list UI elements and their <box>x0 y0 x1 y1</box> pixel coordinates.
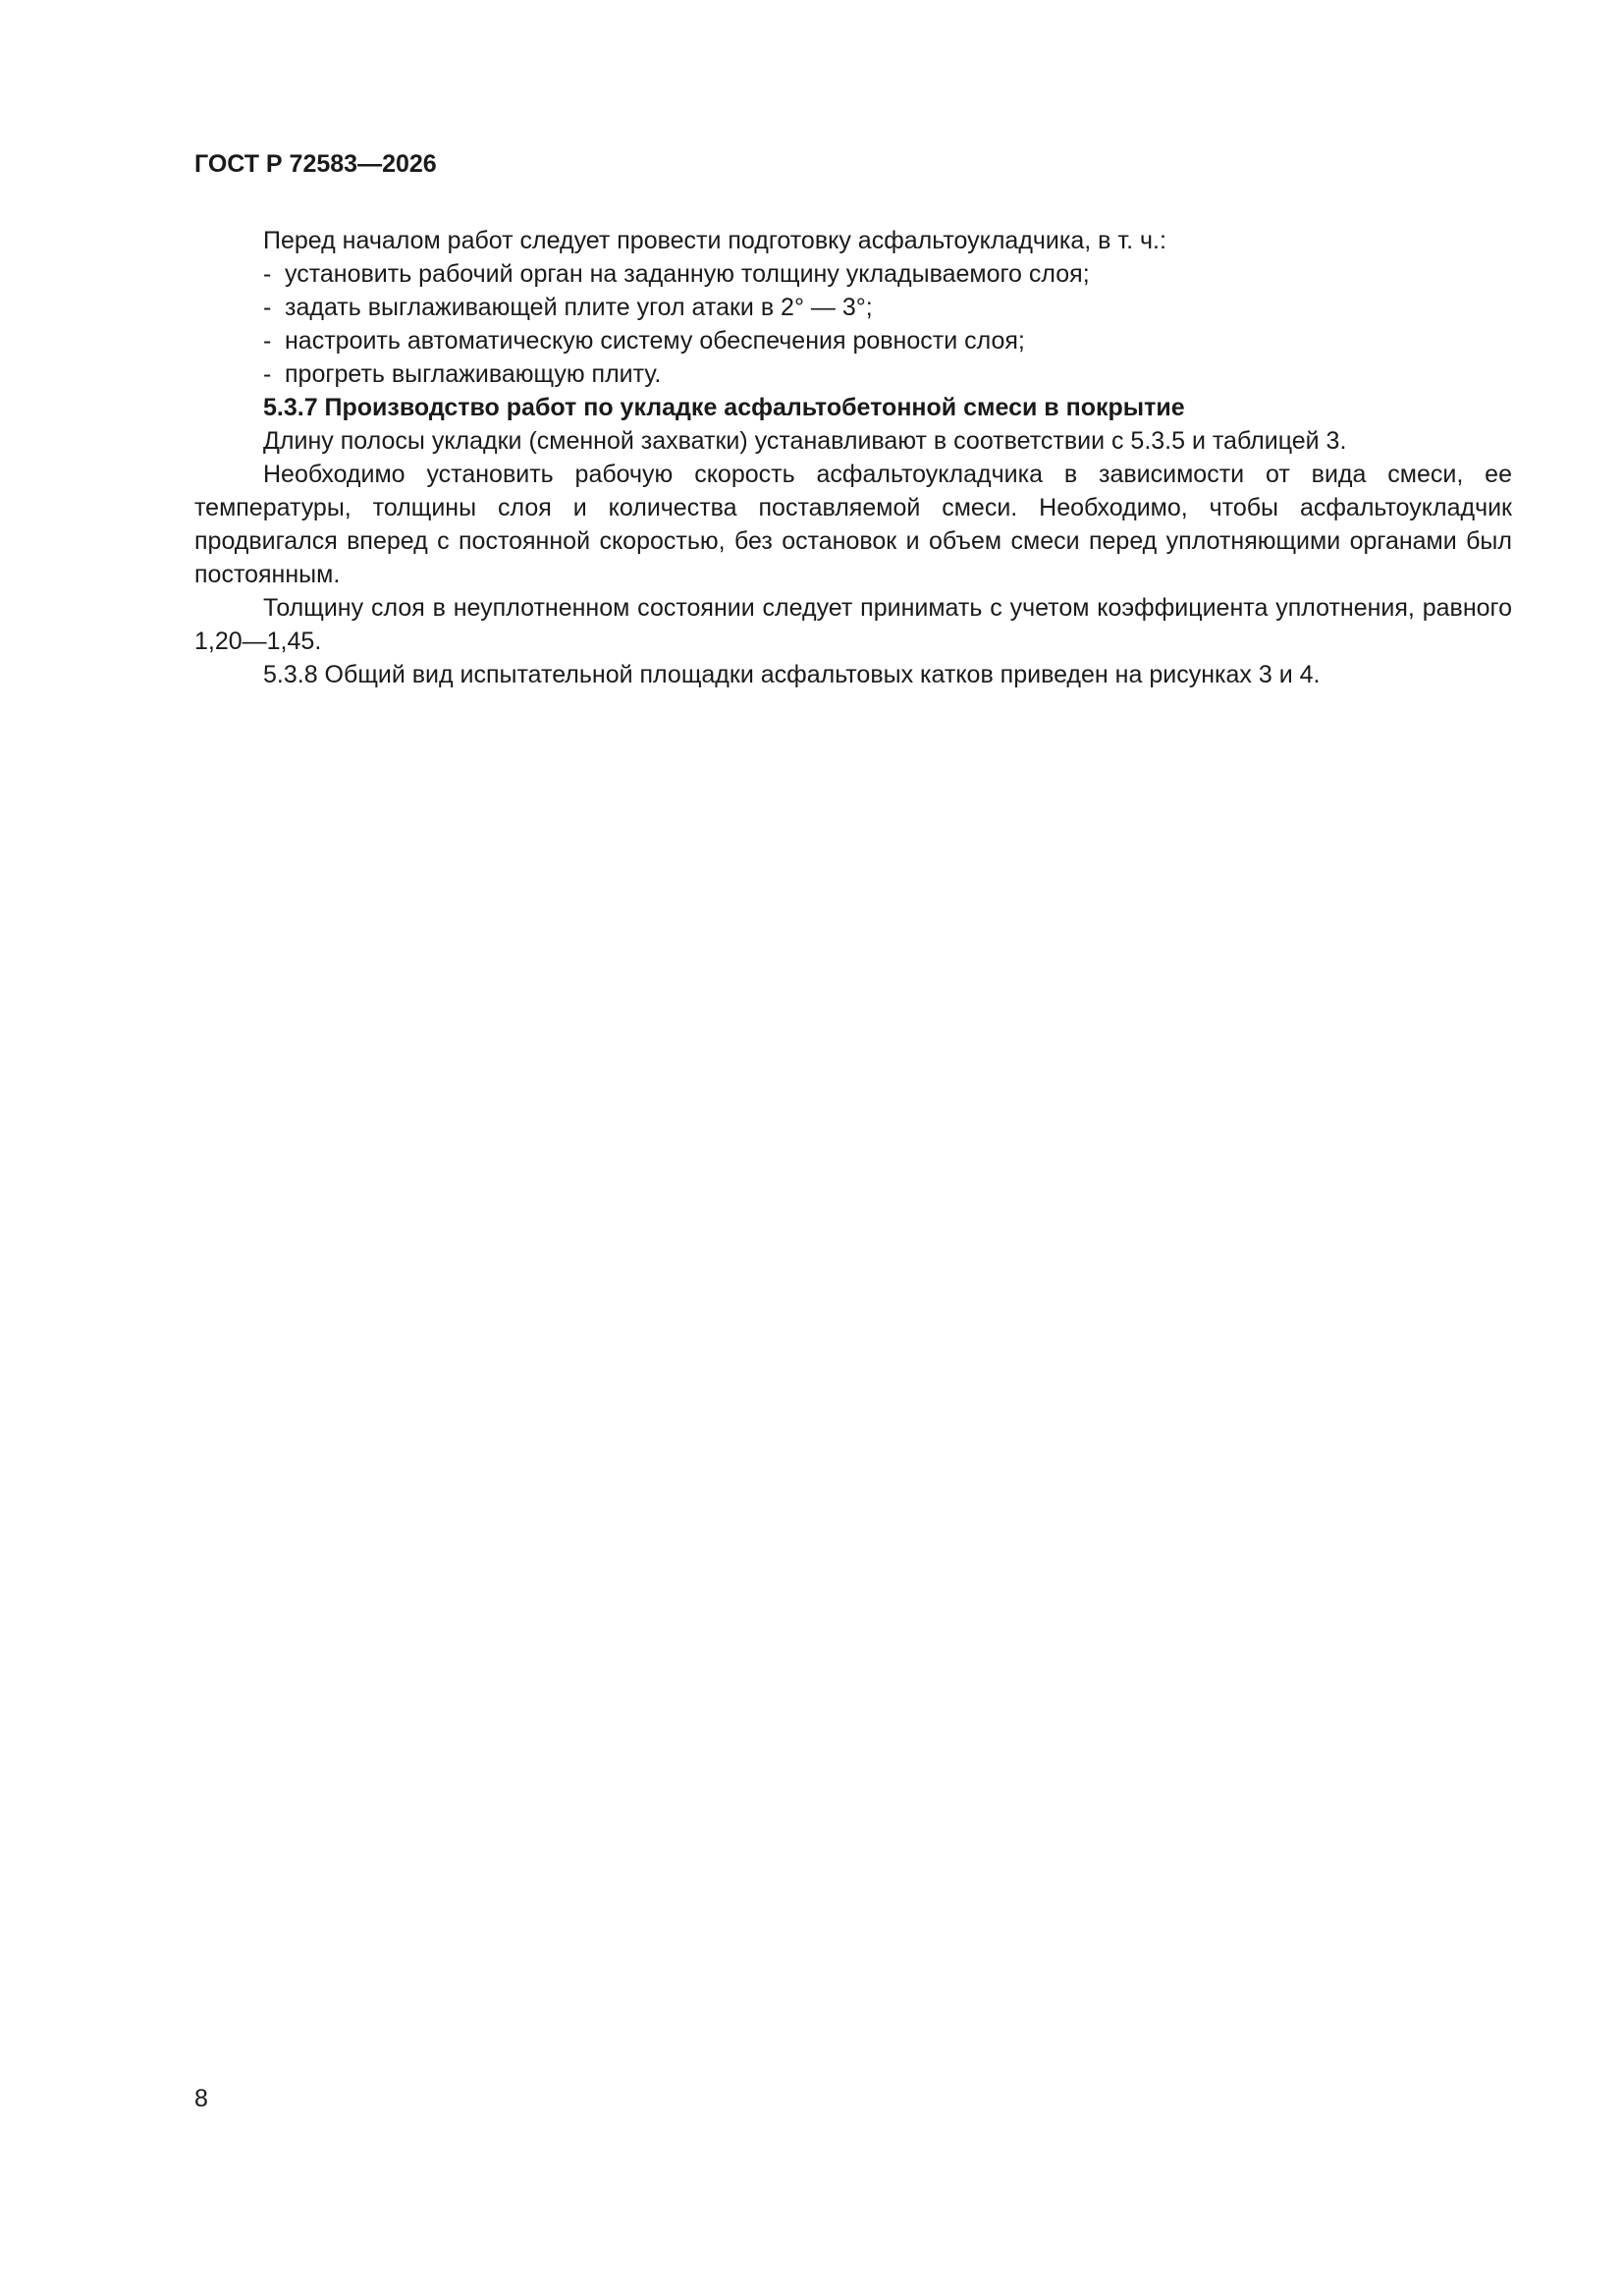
page-number: 8 <box>194 2085 208 2112</box>
paragraph: 5.3.8 Общий вид испытательной площадки асфальтовых катков приведен на рисунках 3 и 4. <box>263 661 1321 688</box>
list-dash: - <box>263 327 272 355</box>
document-code-header: ГОСТ Р 72583—2026 <box>194 150 437 178</box>
list-item-text: настроить автоматическую систему обеспечения ровности слоя; <box>285 327 1025 355</box>
list-item-text: задать выглаживающей плите угол атаки в 2° — 3°; <box>285 294 873 321</box>
list-dash: - <box>263 360 272 388</box>
list-item <box>194 291 1512 324</box>
paragraph: Необходимо установить рабочую скорость асфальтоукладчика в зависимости от вида смеси, ее температуры, толщины слоя и количества поставляемой смеси. Необходимо, чтобы асфальтоукладчик продвигался вперед с постоянной скоростью, без остановок и объем смеси перед уплотняющими органами был постоянным. <box>194 461 1512 588</box>
paragraph: Длину полосы укладки (сменной захватки) устанавливают в соответствии с 5.3.5 и таблицей 3. <box>263 427 1347 455</box>
intro-paragraph: Перед началом работ следует провести подготовку асфальтоукладчика, в т. ч.: <box>263 227 1166 254</box>
list-dash: - <box>263 260 272 288</box>
list-item <box>194 324 1512 357</box>
paragraph: Толщину слоя в неуплотненном состоянии следует принимать с учетом коэффициента уплотнения, равного 1,20—1,45. <box>194 594 1512 655</box>
list-item-text: установить рабочий орган на заданную толщину укладываемого слоя; <box>285 260 1090 288</box>
document-body <box>194 224 1512 691</box>
section-heading: 5.3.7 Производство работ по укладке асфальтобетонной смеси в покрытие <box>263 394 1185 421</box>
preparation-list <box>194 257 1512 391</box>
list-dash: - <box>263 294 272 321</box>
list-item <box>194 257 1512 291</box>
list-item-text: прогреть выглаживающую плиту. <box>285 360 662 388</box>
list-item <box>194 357 1512 391</box>
